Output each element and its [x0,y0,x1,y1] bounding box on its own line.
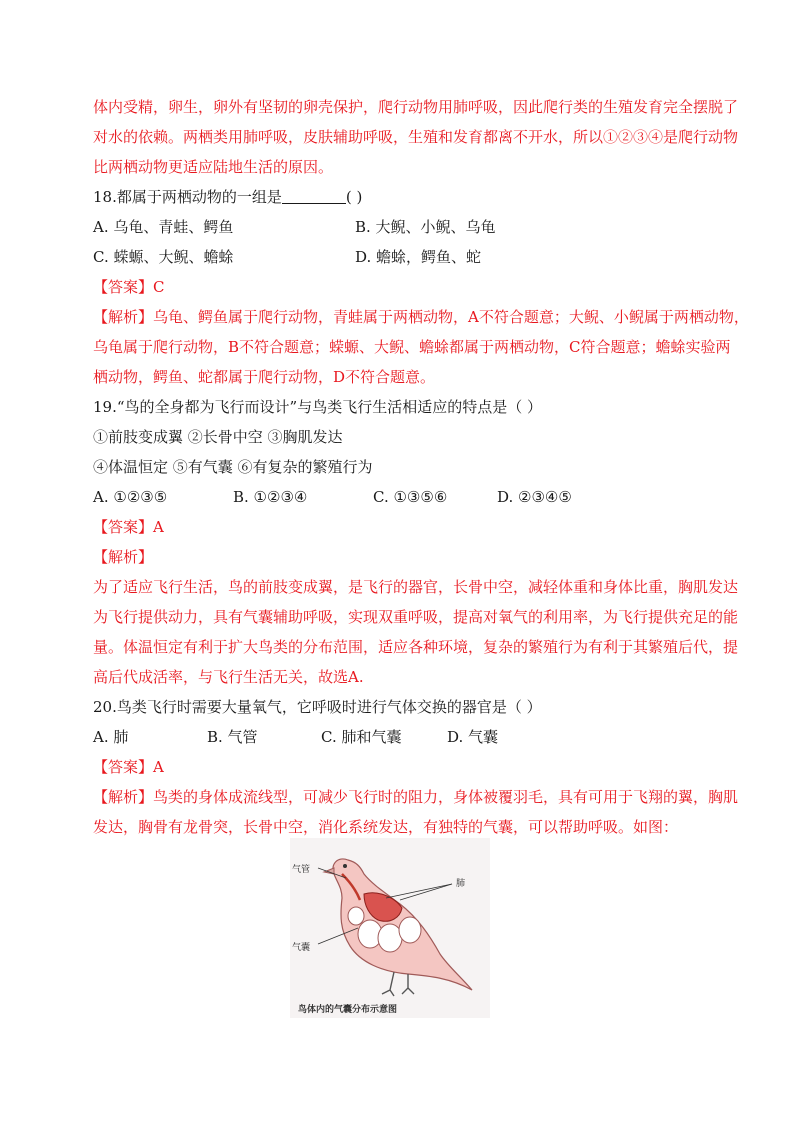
lung-pointer-1 [400,884,452,900]
q19-option-c: C. ①③⑤⑥ [373,488,448,506]
q18-option-b: B. 大鲵、小鲵、乌龟 [355,218,496,236]
bird-air-sac-figure [290,838,490,1018]
air-sac-2 [378,924,402,952]
q20-option-a: A. 肺 [93,728,129,746]
figure-label-trachea: 气管 [292,865,311,875]
q18-analysis-3: 栖动物，鳄鱼、蛇都属于爬行动物，D不符合题意。 [93,368,436,386]
intro-line-3: 比两栖动物更适应陆地生活的原因。 [93,158,334,176]
q19-option-a: A. ①②③⑤ [93,488,168,506]
q20-option-d: D. 气囊 [447,728,499,746]
q19-analysis-label: 【解析】 [93,548,154,566]
air-sac-4 [348,907,364,925]
q18-analysis-2: 乌龟属于爬行动物，B不符合题意；蝾螈、大鲵、蟾蜍都属于两栖动物，C符合题意；蟾蜍实验两 [93,338,731,356]
q20-option-c: C. 肺和气囊 [321,728,402,746]
figure-label-lung: 肺 [456,879,466,889]
q20-analysis-2: 发达，胸骨有龙骨突，长骨中空，消化系统发达，有独特的气囊，可以帮助呼吸。如图： [93,818,679,836]
q19-stem: 19.“鸟的全身都为飞行而设计”与鸟类飞行生活相适应的特点是（ ） [93,398,542,416]
q20-analysis-1: 【解析】鸟类的身体成流线型，可减少飞行时的阻力，身体被覆羽毛，具有可用于飞翔的翼，胸肌 [93,788,739,806]
q19-option-b: B. ①②③④ [233,488,308,506]
bird-leg-right [402,974,414,994]
q18-stem-text: 18.都属于两栖动物的一组是 [93,188,282,206]
bird-illustration [290,838,490,1018]
bird-leg-left [382,972,394,996]
bird-eye [343,864,347,868]
q20-options [93,722,713,752]
q19-items-2: ④体温恒定 ⑤有气囊 ⑥有复杂的繁殖行为 [93,458,373,476]
lung-pointer-2 [386,884,452,898]
q18-paren: ( ) [345,188,363,206]
q18-answer-blank [282,189,346,204]
q18-analysis-1: 【解析】乌龟、鳄鱼属于爬行动物，青蛙属于两栖动物，A不符合题意；大鲵、小鲵属于两栖动物， [93,308,749,326]
q19-analysis-1: 为了适应飞行生活，鸟的前肢变成翼，是飞行的器官，长骨中空，减轻体重和身体比重，胸肌发达 [93,578,739,596]
q19-analysis-2: 为飞行提供动力，具有气囊辅助呼吸，实现双重呼吸，提高对氧气的利用率，为飞行提供充足的能 [93,608,739,626]
q19-option-d: D. ②③④⑤ [497,488,572,506]
q18-option-c: C. 蝾螈、大鲵、蟾蜍 [93,248,234,266]
q19-analysis-4: 高后代成活率，与飞行生活无关，故选A. [93,668,364,686]
q18-option-a: A. 乌龟、青蛙、鳄鱼 [93,218,234,236]
document-page [93,92,749,842]
q18-options-row-1 [93,212,713,242]
intro-line-1: 体内受精，卵生，卵外有坚韧的卵壳保护，爬行动物用肺呼吸，因此爬行类的生殖发育完全摆脱了 [93,98,739,116]
q19-items-1: ①前肢变成翼 ②长骨中空 ③胸肌发达 [93,428,343,446]
q18-answer: 【答案】C [93,278,165,296]
q18-options-row-2 [93,242,713,272]
figure-label-airsac: 气囊 [292,943,311,953]
q19-answer: 【答案】A [93,518,164,536]
q19-analysis-3: 量。体温恒定有利于扩大鸟类的分布范围，适应各种环境，复杂的繁殖行为有利于其繁殖后代，提 [93,638,739,656]
q19-options [93,482,713,512]
q18-stem [93,182,713,212]
q20-answer: 【答案】A [93,758,164,776]
q18-option-d: D. 蟾蜍，鳄鱼、蛇 [355,248,482,266]
q20-option-b: B. 气管 [207,728,258,746]
q20-stem: 20.鸟类飞行时需要大量氧气，它呼吸时进行气体交换的器官是（ ） [93,698,542,716]
air-sac-3 [399,917,421,943]
intro-line-2: 对水的依赖。两栖类用肺呼吸，皮肤辅助呼吸，生殖和发育都离不开水，所以①②③④是爬行动物 [93,128,739,146]
figure-caption: 鸟体内的气囊分布示意图 [298,1005,398,1015]
